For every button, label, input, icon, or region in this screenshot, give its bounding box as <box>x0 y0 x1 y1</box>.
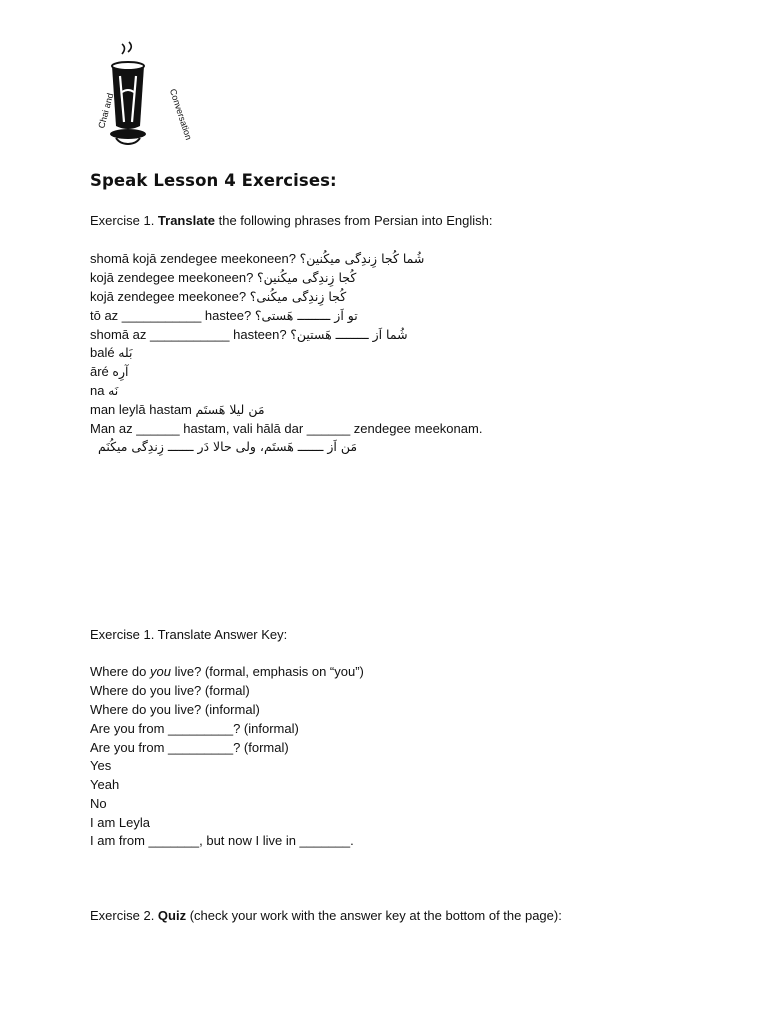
phrase-line: balé بَله <box>90 345 133 360</box>
tea-glass-icon <box>112 66 144 129</box>
phrase-line: shomā kojā zendegee meekoneen? شُما کُجا زِندِگی میکُنین؟ <box>90 251 425 266</box>
steam-icon <box>122 42 131 54</box>
chai-and-conversation-logo <box>82 40 194 152</box>
phrase-line: shomā az ___________ hasteen? شُما اَز ـــــــــ هَستین؟ <box>90 327 408 342</box>
exercise-2-instructions: Exercise 2. Quiz (check your work with the answer key at the bottom of the page): <box>90 908 562 923</box>
phrase-line: āré آرِه <box>90 364 129 379</box>
phrase-line: na نَه <box>90 383 119 398</box>
svg-text:Conversation: Conversation <box>167 87 194 142</box>
answer-line: Yeah <box>90 777 120 792</box>
answer-line: I am Leyla <box>90 815 150 830</box>
phrase-line-persian: مَن اَز ـــــــ هَستَم، ولی حالا دَر ـــــــ زِندِگی میکُنَم <box>98 439 358 454</box>
page-title: Speak Lesson 4 Exercises: <box>90 171 337 190</box>
answer-line: No <box>90 796 107 811</box>
answer-line: Are you from _________? (informal) <box>90 721 299 736</box>
answer-line: Yes <box>90 758 112 773</box>
answer-line: Where do you live? (formal, emphasis on “you”) <box>90 664 364 679</box>
phrase-line: Man az ______ hastam, vali hālā dar ______ zendegee meekonam. <box>90 421 483 436</box>
phrase-line: kojā zendegee meekonee? کُجا زِندِگی میکُنی؟ <box>90 289 347 304</box>
answer-key-heading: Exercise 1. Translate Answer Key: <box>90 627 288 642</box>
phrase-line: tō az ___________ hastee? تو اَز ـــــــــ هَستی؟ <box>90 308 358 323</box>
phrase-line: kojā zendegee meekoneen? کُجا زِندِگی میکُنین؟ <box>90 270 357 285</box>
answer-line: Are you from _________? (formal) <box>90 740 289 755</box>
phrase-line: man leylā hastam مَن لیلا هَستَم <box>90 402 265 417</box>
answer-line: I am from _______, but now I live in _______. <box>90 833 354 848</box>
answer-line: Where do you live? (formal) <box>90 683 250 698</box>
answer-line: Where do you live? (informal) <box>90 702 260 717</box>
svg-text:Chai and: Chai and <box>96 92 116 130</box>
exercise-1-instructions: Exercise 1. Translate the following phrases from Persian into English: <box>90 213 493 228</box>
